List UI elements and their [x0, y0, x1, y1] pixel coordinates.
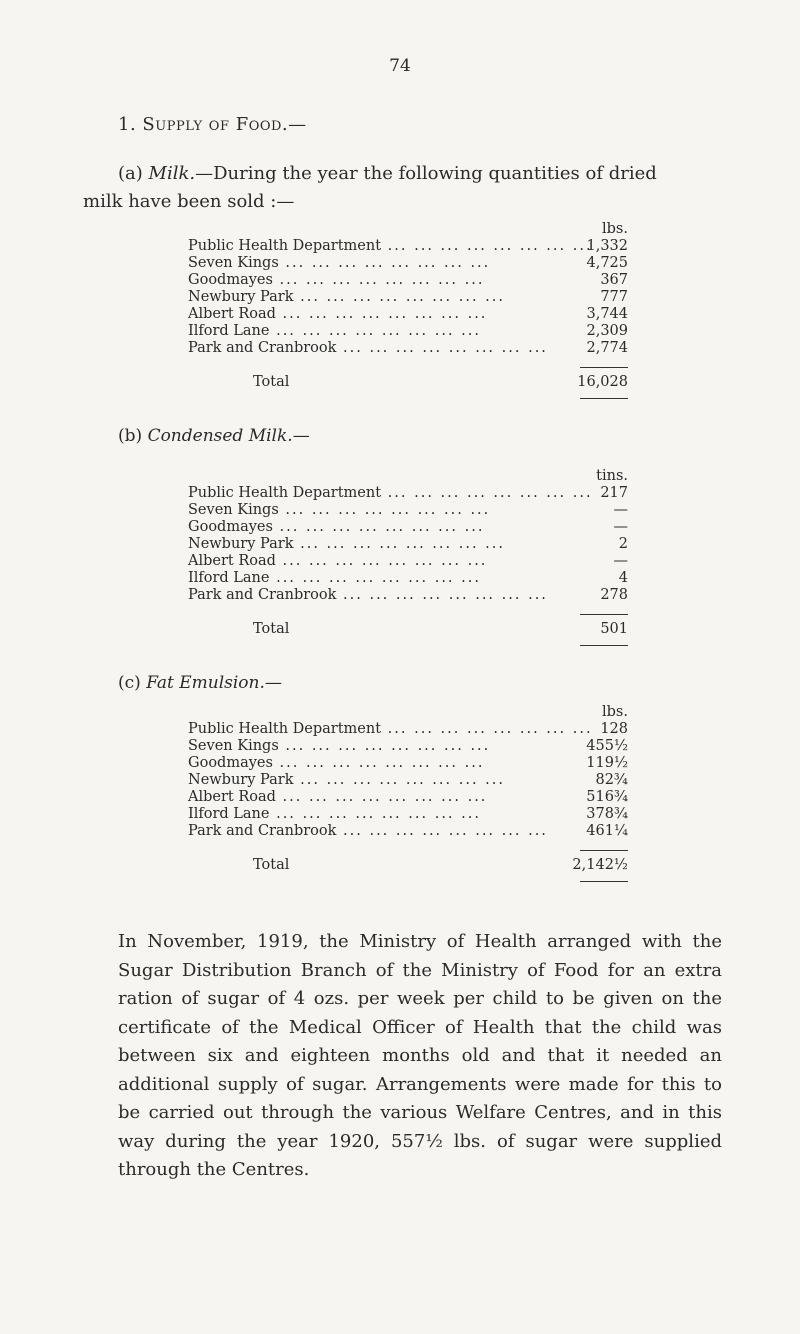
- milk-intro-text: —During the year the following quantities of dried: [195, 163, 657, 184]
- row-value: 119½: [586, 755, 628, 771]
- section-title: Supply of Food.—: [142, 114, 307, 135]
- row-name-cell: [188, 553, 533, 570]
- fat-emulsion-heading: [118, 673, 282, 693]
- row-name: Newbury Park: [188, 289, 294, 305]
- table-row: [188, 755, 628, 772]
- row-value: 128: [600, 721, 628, 737]
- condensed-milk-heading: [118, 426, 310, 446]
- row-value: 461¼: [586, 823, 628, 839]
- row-name: Public Health Department: [188, 485, 382, 501]
- table-row: [188, 823, 628, 840]
- row-name-cell: [188, 587, 548, 604]
- table-row: [188, 238, 628, 255]
- row-value: 2: [618, 536, 628, 552]
- table-row: [188, 323, 628, 340]
- row-name-cell: [188, 806, 533, 823]
- leader-dots: ... ... ... ... ... ... ... ...: [278, 255, 491, 271]
- milk-intro: [83, 160, 718, 216]
- total-value: 501: [600, 621, 628, 637]
- rule-divider: [580, 367, 628, 368]
- row-name-cell: [188, 323, 533, 340]
- total-row: [188, 850, 628, 880]
- table-row: [188, 536, 628, 553]
- leader-dots: ... ... ... ... ... ... ... ...: [272, 519, 485, 535]
- table-row: [188, 519, 628, 536]
- total-value: 2,142½: [572, 857, 628, 873]
- sugar-ration-paragraph: In November, 1919, the Ministry of Health arranged with the Sugar Distribution Branch of the Ministry of Food for an extra ration of sugar of 4 ozs. per week per child to be given on the certificate of the Medical Officer of Health that the child was between six and eighteen months old and that it needed an additional supply of sugar. Arrangements were made for this to be carried out through the various Welfare Centres, and in this way during the year 1920, 557½ lbs. of sugar were supplied through the Centres.: [118, 931, 722, 1180]
- row-value: 777: [600, 289, 628, 305]
- row-name-cell: [188, 738, 533, 755]
- rule-divider: [580, 398, 628, 399]
- unit-label: lbs.: [602, 221, 628, 237]
- row-value: —: [613, 502, 628, 518]
- leader-dots: ... ... ... ... ... ... ... ...: [336, 587, 548, 603]
- leader-dots: ... ... ... ... ... ... ... ...: [336, 340, 548, 356]
- leader-dots: ... ... ... ... ... ... ... ...: [336, 823, 548, 839]
- row-name: Ilford Lane: [188, 806, 270, 822]
- leader-dots: ... ... ... ... ... ... ... ...: [269, 806, 481, 822]
- row-name: Seven Kings: [188, 738, 279, 754]
- row-name-cell: [188, 340, 548, 357]
- dried-milk-table: [188, 220, 628, 397]
- total-value: 16,028: [577, 374, 628, 390]
- fat-label: (c): [118, 673, 141, 693]
- table-row: [188, 340, 628, 357]
- unit-label: tins.: [596, 468, 628, 484]
- table-row: [188, 587, 628, 604]
- milk-label: (a): [118, 163, 143, 184]
- leader-dots: ... ... ... ... ... ... ... ...: [275, 789, 488, 805]
- row-name-cell: [188, 721, 593, 738]
- row-value: 455½: [586, 738, 628, 754]
- leader-dots: ... ... ... ... ... ... ... ...: [381, 721, 593, 737]
- leader-dots: ... ... ... ... ... ... ... ...: [278, 738, 491, 754]
- leader-dots: ... ... ... ... ... ... ... ...: [269, 570, 481, 586]
- total-label: Total: [253, 374, 290, 390]
- table-row: [188, 738, 628, 755]
- row-name-cell: [188, 755, 533, 772]
- leader-dots: ... ... ... ... ... ... ... ...: [269, 323, 481, 339]
- rule-divider: [580, 881, 628, 882]
- row-name: Goodmayes: [188, 755, 273, 771]
- row-value: 217: [600, 485, 628, 501]
- row-name: Public Health Department: [188, 238, 382, 254]
- milk-title: Milk.: [148, 163, 196, 184]
- leader-dots: ... ... ... ... ... ... ... ...: [293, 289, 506, 305]
- row-name: Newbury Park: [188, 772, 294, 788]
- leader-dots: ... ... ... ... ... ... ... ...: [272, 755, 485, 771]
- row-name-cell: [188, 519, 533, 536]
- leader-dots: ... ... ... ... ... ... ... ...: [278, 502, 491, 518]
- row-value: —: [613, 553, 628, 569]
- row-name-cell: [188, 789, 533, 806]
- table-row: [188, 306, 628, 323]
- row-name-cell: [188, 289, 533, 306]
- condensed-label: (b): [118, 426, 143, 446]
- row-value: 2,309: [586, 323, 628, 339]
- row-name: Albert Road: [188, 789, 276, 805]
- leader-dots: ... ... ... ... ... ... ... ...: [381, 485, 593, 501]
- row-value: 1,332: [586, 238, 628, 254]
- section-heading: [118, 114, 307, 135]
- condensed-milk-table: [188, 467, 628, 644]
- leader-dots: ... ... ... ... ... ... ... ...: [272, 272, 485, 288]
- table-row: [188, 772, 628, 789]
- total-label: Total: [253, 621, 290, 637]
- row-name-cell: [188, 823, 548, 840]
- leader-dots: ... ... ... ... ... ... ... ...: [275, 306, 488, 322]
- row-name: Park and Cranbrook: [188, 340, 337, 356]
- row-name: Seven Kings: [188, 502, 279, 518]
- table-row: [188, 272, 628, 289]
- leader-dots: ... ... ... ... ... ... ... ...: [275, 553, 488, 569]
- row-name: Albert Road: [188, 553, 276, 569]
- row-value: 3,744: [586, 306, 628, 322]
- row-name-cell: [188, 570, 533, 587]
- milk-intro-text-cont: milk have been sold :—: [83, 191, 295, 212]
- row-value: 82¾: [595, 772, 628, 788]
- table-row: [188, 721, 628, 738]
- row-value: 278: [600, 587, 628, 603]
- row-name: Goodmayes: [188, 272, 273, 288]
- leader-dots: ... ... ... ... ... ... ... ...: [293, 536, 506, 552]
- total-label: Total: [253, 857, 290, 873]
- row-value: 2,774: [586, 340, 628, 356]
- total-row: [188, 614, 628, 644]
- row-value: 516¾: [586, 789, 628, 805]
- row-value: 367: [600, 272, 628, 288]
- row-name: Park and Cranbrook: [188, 587, 337, 603]
- leader-dots: ... ... ... ... ... ... ... ...: [293, 772, 506, 788]
- table-row: [188, 255, 628, 272]
- table-row: [188, 502, 628, 519]
- table-row: [188, 789, 628, 806]
- rule-divider: [580, 850, 628, 851]
- row-name: Park and Cranbrook: [188, 823, 337, 839]
- section-number: 1.: [118, 114, 137, 135]
- row-name-cell: [188, 502, 533, 519]
- row-value: 4: [618, 570, 628, 586]
- row-name: Albert Road: [188, 306, 276, 322]
- row-value: 378¾: [586, 806, 628, 822]
- row-name-cell: [188, 238, 593, 255]
- row-name-cell: [188, 485, 593, 502]
- row-value: —: [613, 519, 628, 535]
- row-name-cell: [188, 272, 533, 289]
- table-row: [188, 485, 628, 502]
- row-name-cell: [188, 772, 533, 789]
- row-name-cell: [188, 536, 533, 553]
- table-row: [188, 289, 628, 306]
- leader-dots: ... ... ... ... ... ... ... ...: [381, 238, 593, 254]
- fat-title: Fat Emulsion.—: [146, 673, 282, 693]
- rule-divider: [580, 614, 628, 615]
- total-row: [188, 367, 628, 397]
- row-name: Ilford Lane: [188, 323, 270, 339]
- row-value: 4,725: [586, 255, 628, 271]
- page-number: 74: [389, 56, 411, 76]
- table-row: [188, 553, 628, 570]
- table-row: [188, 570, 628, 587]
- row-name: Goodmayes: [188, 519, 273, 535]
- row-name: Newbury Park: [188, 536, 294, 552]
- row-name: Seven Kings: [188, 255, 279, 271]
- row-name: Public Health Department: [188, 721, 382, 737]
- table-row: [188, 806, 628, 823]
- row-name: Ilford Lane: [188, 570, 270, 586]
- rule-divider: [580, 645, 628, 646]
- fat-emulsion-table: [188, 703, 628, 880]
- condensed-title: Condensed Milk.—: [147, 426, 310, 446]
- unit-label: lbs.: [602, 704, 628, 720]
- row-name-cell: [188, 255, 533, 272]
- row-name-cell: [188, 306, 533, 323]
